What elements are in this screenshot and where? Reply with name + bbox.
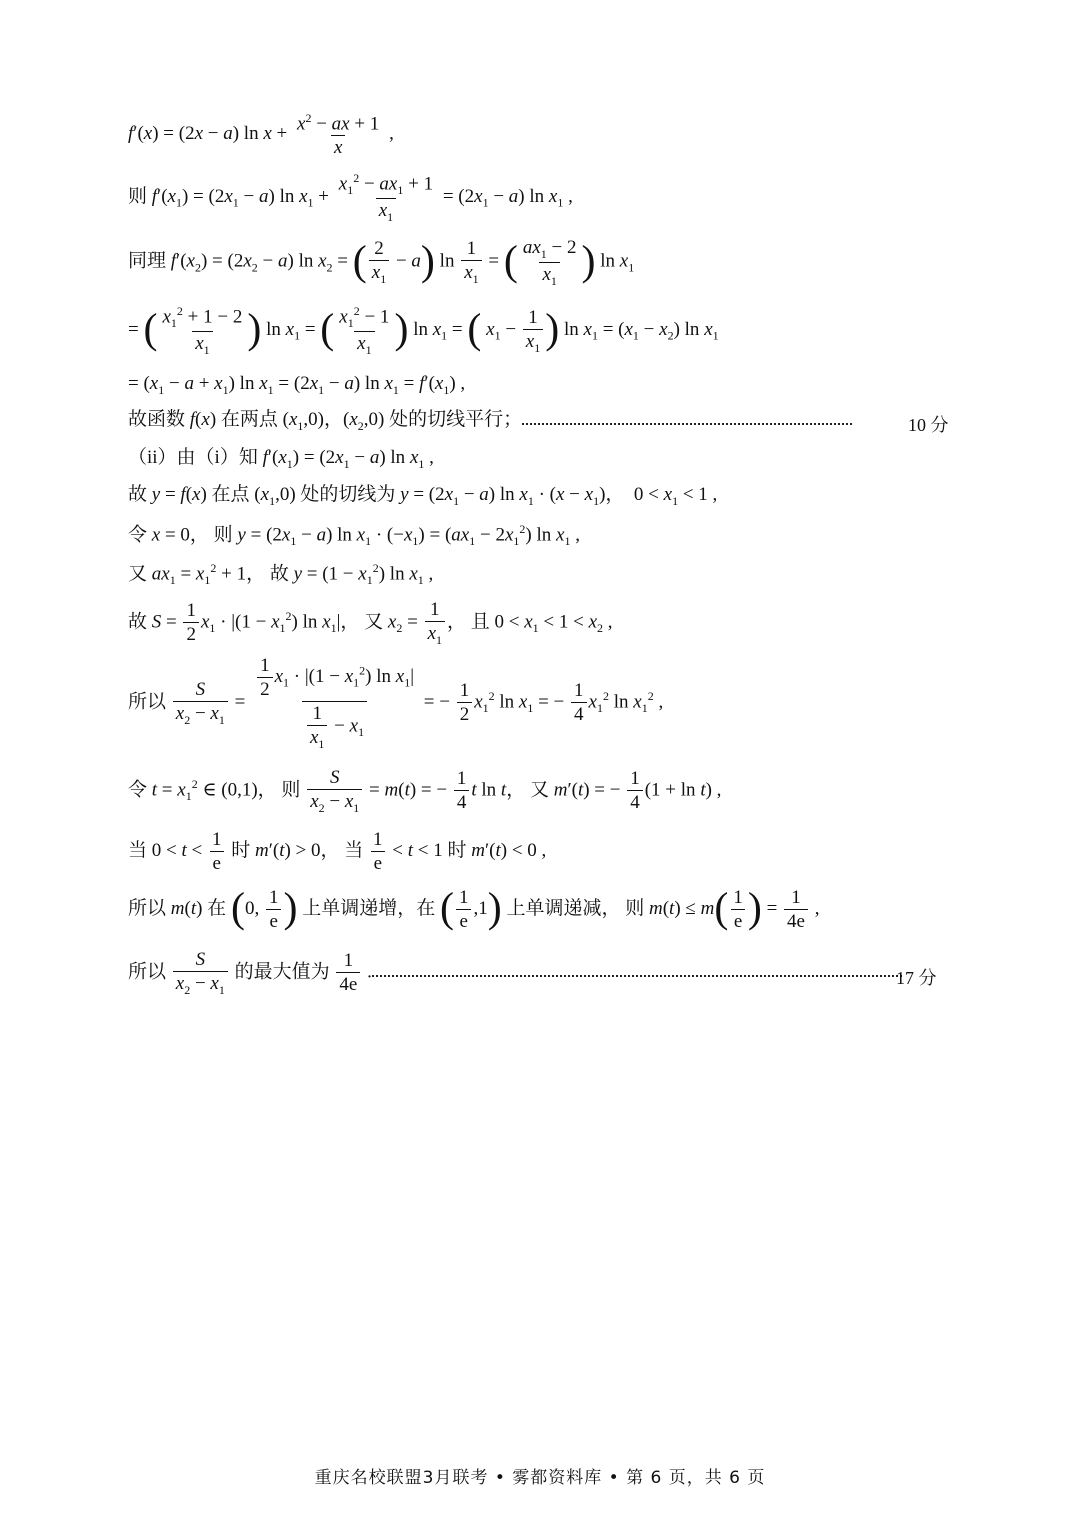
formula-line-14: 当 0 < t < $\frac{1}{e}$ 时 m′(t) > 0， 当 $\frac{1}{e}$ < t < 1 时 m′(t) < 0 , [128,829,547,874]
formula-line-8: 故 y = f(x) 在点 $(x_1,0)$ 处的切线为 $y = (2x_1 - a)$ $\ln x_1 \cdot (x - x_1)$， $0 < x_1 < 1$ , [128,484,718,508]
formula-line-10: 又 $ax_1 = x_1^2 + 1$， 故 $y = (1 - x_1^2)$ $\ln x_1$ , [128,561,434,588]
formula-line-9: 令 x = 0， 则 $y = (2x_1 - a)$ $\ln x_1 \cdot (-x_1) = (ax_1 - 2x_1^2)$ $\ln x_1$ , [128,522,580,549]
formula-line-7: （ii）由（i）知 $f'(x_1) = (2x_1 - a)$ $\ln x_1$ , [128,447,434,471]
score-17: 17 分 [896,968,937,988]
formula-line-3: 同理 $f'(x_2) = (2x_2 - a)$ $\ln x_2$ = ( $\frac{2}{x_1}$ − a) ln $\frac{1}{x_1}$ = ( $\frac{ax_1 - 2}{x_1}$ ) $\ln x_1$ [128,237,635,288]
score-10: 10 分 [908,415,949,435]
formula-line-1: f′(x) = (2x − a) ln x + $\frac{x^2 - ax + 1}{x}$ , [128,111,394,159]
formula-line-2: 则 $f'(x_1) = (2x_1 - a)$ $\ln x_1$ + $\frac{x_1^2 - ax_1 + 1}{x_1}$ = $(2x_1 - a)$ $\ln x_1$ , [128,171,573,224]
page-footer: 重庆名校联盟3月联考 • 雾都资料库 • 第 6 页，共 6 页 [314,1468,766,1488]
formula-line-5: = $(x_1 - a + x_1)$ $\ln x_1 = (2x_1 - a)$ $\ln x_1 = f'(x_1)$ , [128,373,466,397]
formula-line-11: 故 S = $\frac{1}{2}$ $x_1 \cdot |(1 - x_1^2)$ $\ln x_1|$， 又 $x_2$ = $\frac{1}{x_1}$ ， 且 $0 < x_1 < 1 < x_2$ , [128,599,613,647]
formula-line-12: 所以 $\frac{S}{x_2 - x_1}$ = $\frac{1}{2}$ $x_1 \cdot |(1 - x_1^2)$ $\ln x_1|$ $\frac{1}{x_1}$ − $x_1$ = − $\frac{1}{2}$ $x_1^2$ $\ln x_1$ = − $\frac{1}{4}$ $x_1^2$ $\ln x_1^2$ , [128,655,664,751]
formula-line-4: = ( $\frac{x_1^2 + 1 - 2}{x_1}$ ) $\ln x_1$ = ( $\frac{x_1^2 - 1}{x_1}$ ) $\ln x_1$ = ( $x_1$ − $\frac{1}{x_1}$ ) $\ln x_1 = (x_1 - x_2)$ $\ln x_1$ [128,304,719,357]
formula-line-13: 令 $t = x_1^2$ ∈ (0,1)， 则 $\frac{S}{x_2 - x_1}$ = m(t) = − $\frac{1}{4}$ t ln t， 又 m′(t) = − $\frac{1}{4}$ (1 + ln t) , [128,767,722,815]
formula-line-16: 所以 $\frac{S}{x_2 - x_1}$ 的最大值为 $\frac{1}{4e}$ . [128,950,902,996]
formula-line-6: 故函数 f(x) 在两点 $(x_1,0)$，$(x_2,0)$ 处的切线平行； [128,410,852,432]
formula-line-15: 所以 m(t) 在 (0, $\frac{1}{e}$ ) 上单调递增，在 ( $\frac{1}{e}$ ,1) 上单调递减， 则 m(t) ≤ m( $\frac{1}{e}$ ) = $\frac{1}{4e}$ , [128,885,820,932]
